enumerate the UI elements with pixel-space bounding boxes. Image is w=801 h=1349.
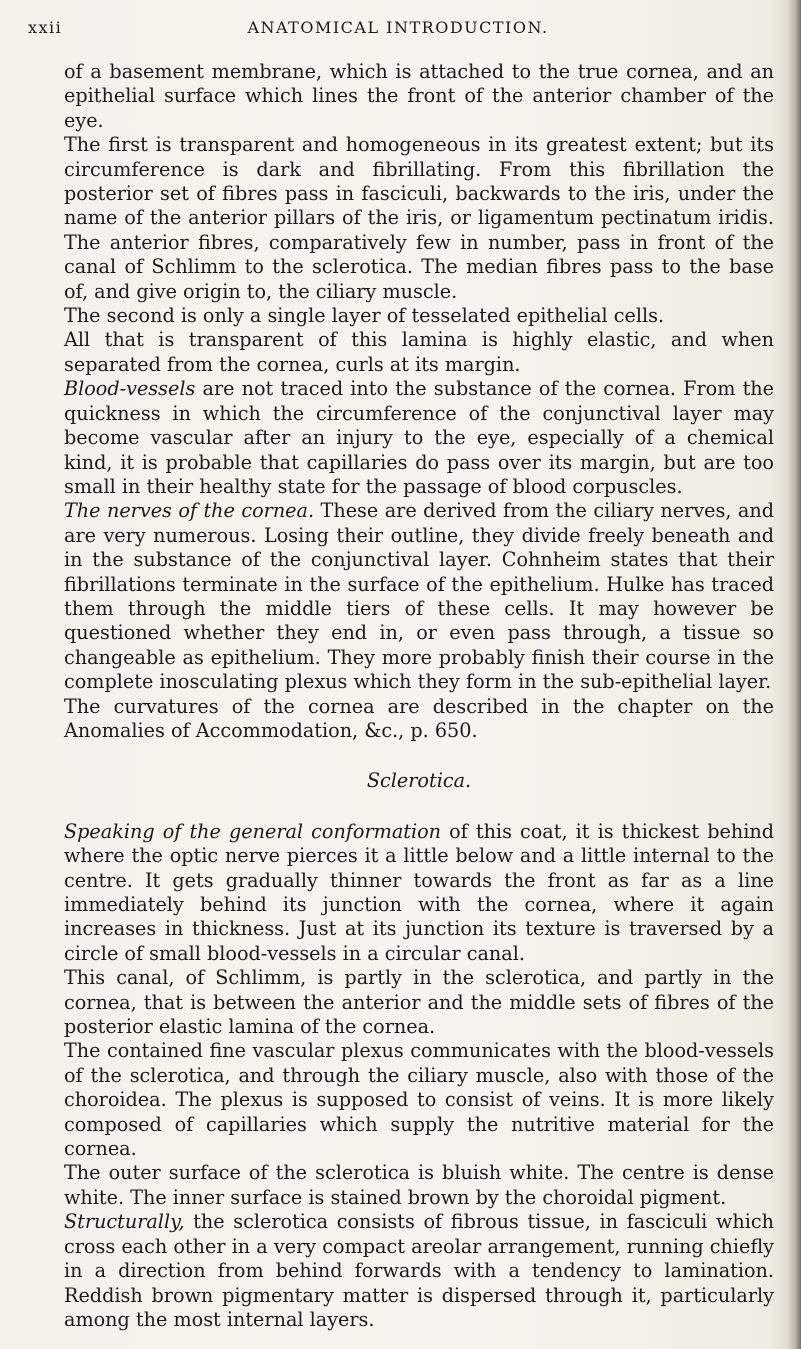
paragraph: The second is only a single layer of tesselated epithelial cells. [64,304,665,328]
paragraph: The curvatures of the cornea are described in the chapter on the Anomalies of Accommodation, &c., p. 650. [64,694,774,742]
paragraph: The nerves of the cornea. These are derived from the ciliary nerves, and are very numerous. Losing their outline, they divide freely beneath and in the substance of the conjunctival layer. Cohnheim states that their fibrillations terminate in the surface of the epithelium. Hulke has traced them through the middle tiers of these cells. It may however be questioned whether they end in, or even pass through, a tissue so changeable as epithelium. They more probably finish their course in the complete inosculating plexus which they form in the sub-epithelial layer. [64,499,774,694]
paragraph: This canal, of Schlimm, is partly in the sclerotica, and partly in the cornea, that is between the anterior and the middle sets of fibres of the posterior elastic lamina of the cornea. [64,966,774,1039]
page-number: xxii [28,18,63,37]
page-edge-shadow [787,0,801,1349]
section-title: Sclerotica. [366,769,472,793]
paragraph: of a basement membrane, which is attached to the true cornea, and an epithelial surface which lines the front of the anterior chamber of the eye. [64,60,774,132]
paragraph-lead: The nerves of the cornea. [64,499,315,523]
paragraph-lead: Speaking of the general conformation [64,819,442,843]
paragraph: Speaking of the general conformation of this coat, it is thickest behind where the optic nerve pierces it a little below and a little internal to the centre. It gets gradually thinner towards the front as far as a line immediately behind its junction with the cornea, where it again increases in thickness. Just at its junction its texture is traversed by a circle of small blood-vessels in a circular canal. [64,819,774,965]
paragraph: The first is transparent and homogeneous in its greatest extent; but its circumference is dark and fibrillating. From this fibrillation the posterior set of fibres pass in fasciculi, backwards to the iris, under the name of the anterior pillars of the iris, or ligamentum pectinatum iridis. The anterior fibres, comparatively few in number, pass in front of the canal of Schlimm to the sclerotica. The median fibres pass to the base of, and give origin to, the ciliary muscle. [64,133,774,303]
paragraph: The outer surface of the sclerotica is bluish white. The centre is dense white. The inner surface is stained brown by the choroidal pigment. [64,1161,774,1209]
page-body [64,60,774,1332]
page-header [28,18,768,42]
paragraph-lead: Structurally, [64,1210,185,1234]
paragraph: All that is transparent of this lamina is highly elastic, and when separated from the cornea, curls at its margin. [64,328,774,376]
running-head: ANATOMICAL INTRODUCTION. [247,18,549,37]
paragraph: Structurally, the sclerotica consists of fibrous tissue, in fasciculi which cross each other in a very compact areolar arrangement, running chiefly in a direction from behind forwards with a tendency to lamination. Reddish brown pigmentary matter is dispersed through it, particularly among the most internal layers. [64,1210,774,1331]
paragraph-lead: Blood-vessels [64,377,196,401]
paragraph: Blood-vessels are not traced into the substance of the cornea. From the quickness in which the circumference of the conjunctival layer may become vascular after an injury to the eye, especially of a chemical kind, it is probable that capillaries do pass over its margin, but are too small in their healthy state for the passage of blood corpuscles. [64,377,774,498]
paragraph: The contained fine vascular plexus communicates with the blood-vessels of the sclerotica, and through the ciliary muscle, also with those of the choroidea. The plexus is supposed to consist of veins. It is more likely composed of capillaries which supply the nutritive material for the cornea. [64,1039,774,1161]
